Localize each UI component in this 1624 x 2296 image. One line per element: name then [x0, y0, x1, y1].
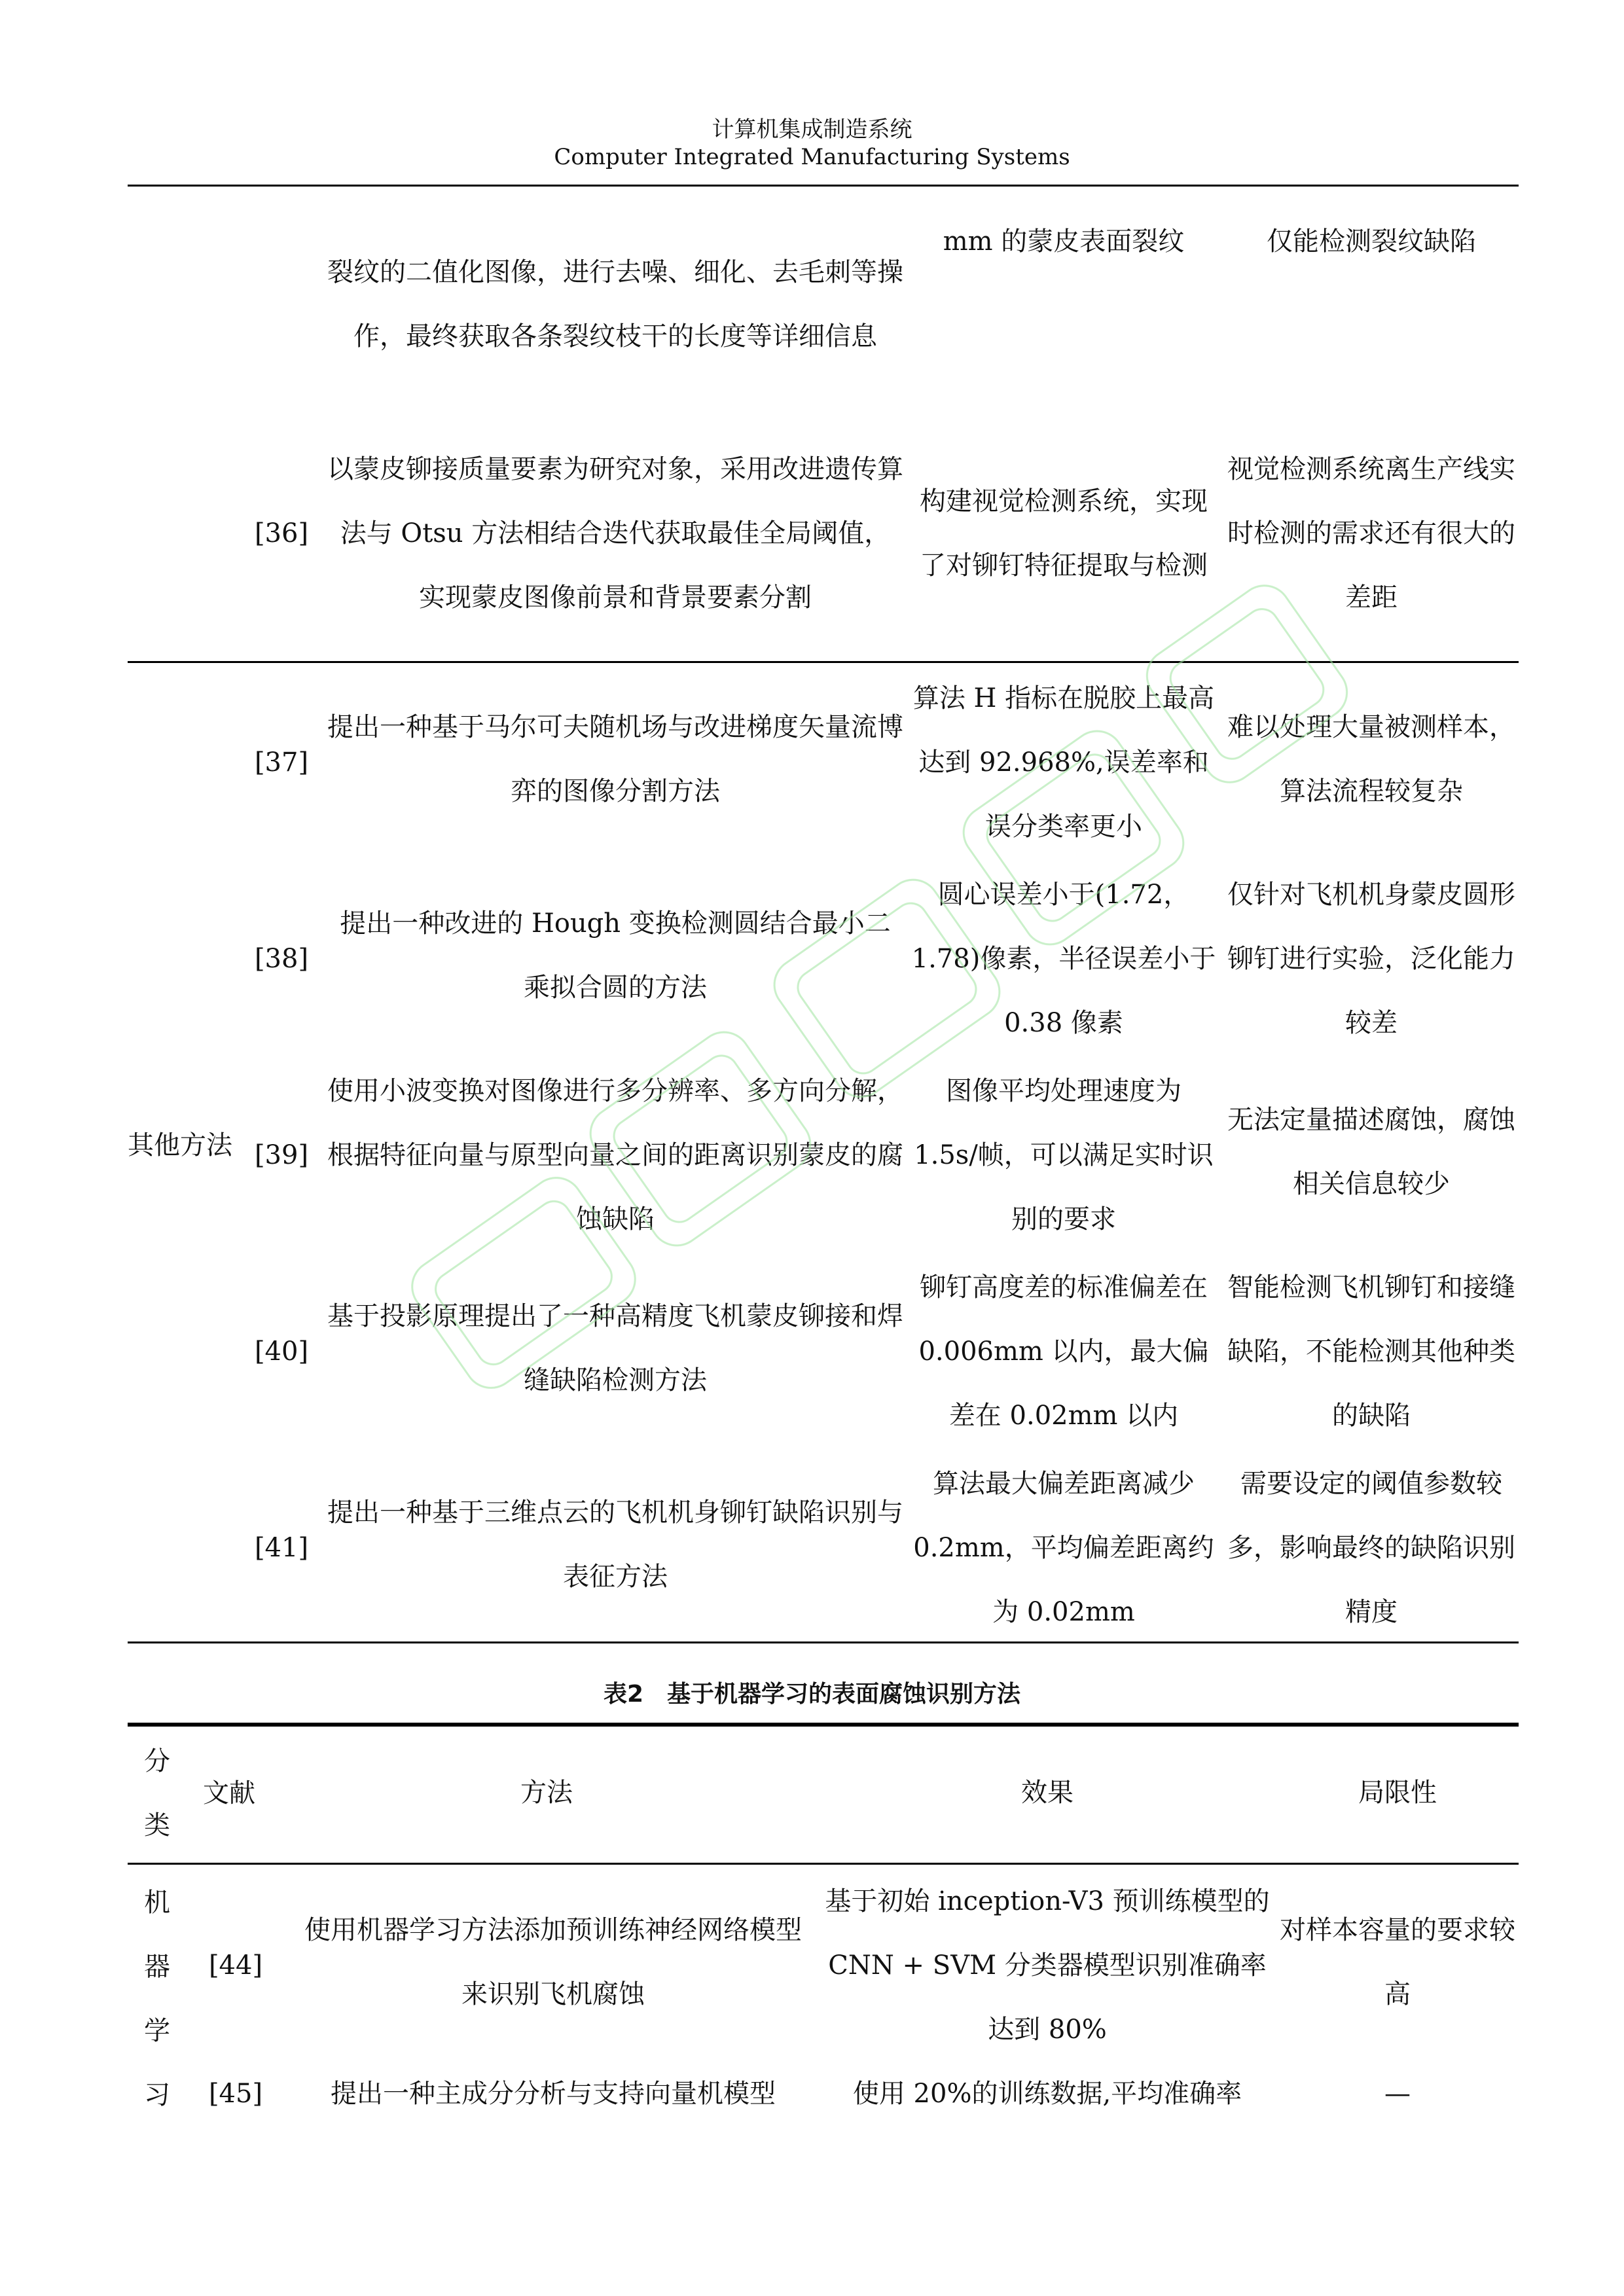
t1-row0-effect: mm 的蒙皮表面裂纹 [943, 226, 1185, 257]
t1-group-row3-ref: [40] [254, 1336, 309, 1367]
t2-row1-ref: [45] [208, 2079, 263, 2109]
journal-title-en: Computer Integrated Manufacturing Systems [554, 144, 1070, 170]
t1-group-row2-method: 使用小波变换对图像进行多分辨率、多方向分解，根据特征向量与原型向量之间的距离识别蒙皮的腐蚀缺陷 [327, 1076, 903, 1234]
t1-row0-method: 裂纹的二值化图像，进行去噪、细化、去毛刺等操作，最终获取各条裂纹枝干的长度等详细信息 [327, 257, 903, 351]
t2-header-limitation: 局限性 [1358, 1778, 1437, 1808]
t1-row0-limitation: 仅能检测裂纹缺陷 [1267, 226, 1476, 257]
t1-row1-method: 以蒙皮铆接质量要素为研究对象，采用改进遗传算法与 Otsu 方法相结合迭代获取最佳全局阈值，实现蒙皮图像前景和背景要素分割 [327, 454, 903, 613]
t2-row0-ref: [44] [208, 1950, 263, 1981]
t1-group-row4-effect: 算法最大偏差距离减少 0.2mm，平均偏差距离约为 0.02mm [913, 1469, 1214, 1627]
t1-group-row3-limitation: 智能检测飞机铆钉和接缝缺陷，不能检测其他种类的缺陷 [1227, 1272, 1515, 1431]
table-2-top-rule [128, 1723, 1519, 1727]
t2-header-reference: 文献 [203, 1778, 255, 1808]
t2-row0-limitation: 对样本容量的要求较高 [1280, 1915, 1515, 2009]
header-rule [128, 185, 1519, 187]
t2-row0-effect: 基于初始 inception-V3 预训练模型的 CNN + SVM 分类器模型识别准确率达到 80% [825, 1886, 1270, 2045]
t2-header-category: 分类 [144, 1746, 170, 1840]
t1-group-row3-method: 基于投影原理提出了一种高精度飞机蒙皮铆接和焊缝缺陷检测方法 [327, 1301, 903, 1395]
t1-group-row1-method: 提出一种改进的 Hough 变换检测圆结合最小二乘拟合圆的方法 [340, 908, 891, 1003]
t2-row1-limitation: — [1384, 2079, 1411, 2109]
t1-group-row1-effect: 圆心误差小于(1.72，1.78)像素，半径误差小于 0.38 像素 [911, 880, 1216, 1038]
t1-group-row2-effect: 图像平均处理速度为 1.5s/帧，可以满足实时识别的要求 [914, 1076, 1214, 1234]
t1-row1-ref: [36] [254, 518, 309, 548]
t1-group-label: 其他方法 [128, 1130, 232, 1160]
journal-title-cn: 计算机集成制造系统 [712, 117, 912, 143]
t1-group-row0-limitation: 难以处理大量被测样本，算法流程较复杂 [1227, 712, 1515, 806]
t2-header-effect: 效果 [1021, 1778, 1074, 1808]
t1-group-row0-effect: 算法 H 指标在脱胶上最高达到 92.968%,误差率和误分类率更小 [912, 683, 1215, 842]
t2-row0-method: 使用机器学习方法添加预训练神经网络模型来识别飞机腐蚀 [304, 1915, 802, 2009]
t1-row1-limitation: 视觉检测系统离生产线实时检测的需求还有很大的差距 [1227, 454, 1515, 613]
t1-row1-effect: 构建视觉检测系统，实现了对铆钉特征提取与检测 [920, 486, 1208, 581]
t2-row1-method: 提出一种主成分分析与支持向量机模型 [331, 2079, 776, 2109]
t1-group-row2-limitation: 无法定量描述腐蚀，腐蚀相关信息较少 [1227, 1105, 1515, 1199]
table-1-group-divider [128, 661, 1519, 663]
t1-group-row4-method: 提出一种基于三维点云的飞机机身铆钉缺陷识别与表征方法 [327, 1498, 903, 1592]
t1-group-row0-method: 提出一种基于马尔可夫随机场与改进梯度矢量流博弈的图像分割方法 [327, 712, 903, 806]
table-1-bottom-rule [128, 1641, 1519, 1643]
t1-group-row1-ref: [38] [254, 944, 309, 974]
t2-group-label: 机器学习 [144, 1888, 170, 2110]
table-2-caption: 表2 基于机器学习的表面腐蚀识别方法 [603, 1681, 1021, 1708]
t1-group-row4-limitation: 需要设定的阈值参数较多，影响最终的缺陷识别精度 [1227, 1469, 1515, 1627]
t1-group-row3-effect: 铆钉高度差的标准偏差在 0.006mm 以内，最大偏差在 0.02mm 以内 [918, 1272, 1209, 1431]
t1-group-row0-ref: [37] [254, 747, 309, 778]
t2-header-method: 方法 [520, 1778, 573, 1808]
t1-group-row4-ref: [41] [254, 1533, 309, 1563]
t1-group-row1-limitation: 仅针对飞机机身蒙皮圆形铆钉进行实验，泛化能力较差 [1227, 880, 1515, 1038]
t2-row1-effect: 使用 20%的训练数据,平均准确率 [852, 2079, 1242, 2109]
t1-group-row2-ref: [39] [254, 1140, 309, 1170]
table-2-header-rule [128, 1863, 1519, 1865]
